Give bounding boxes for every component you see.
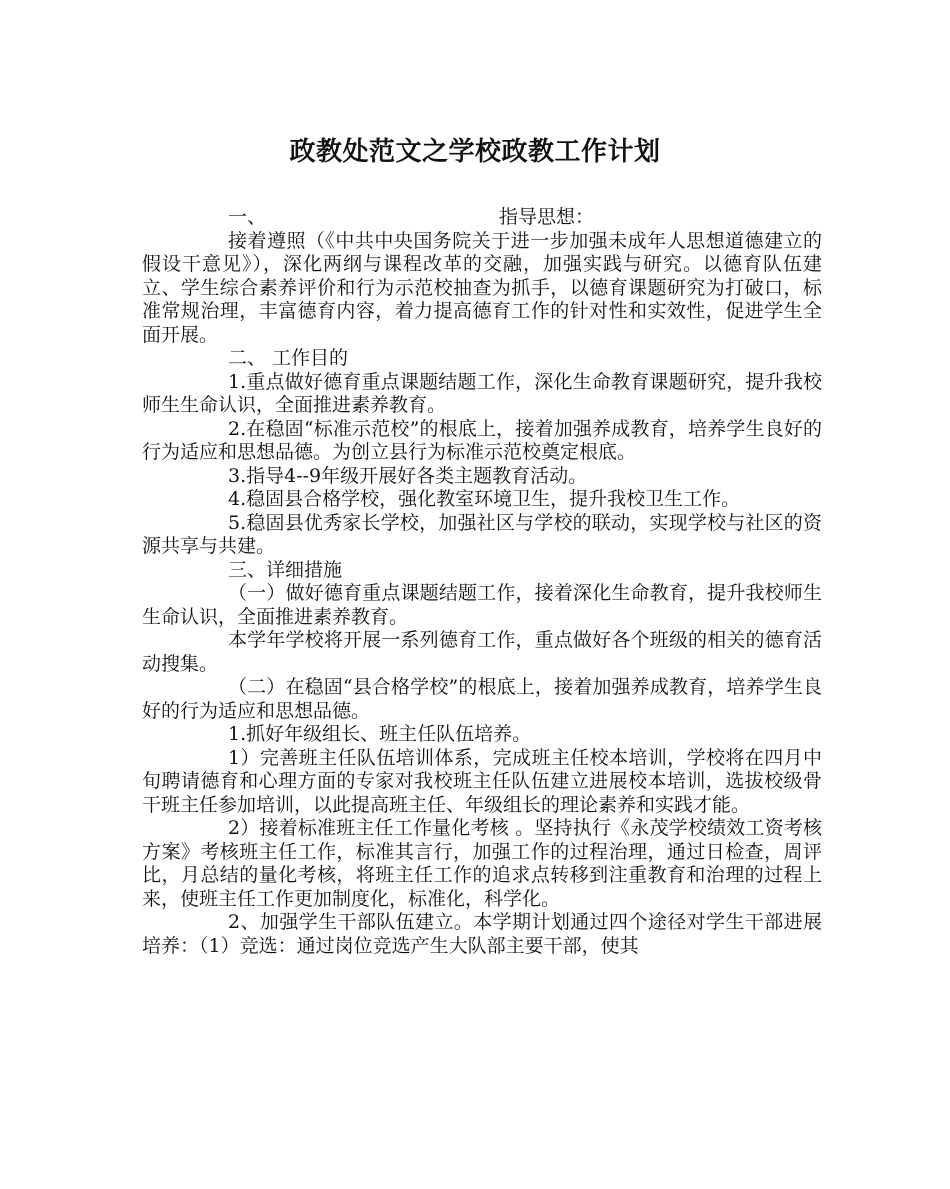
section-heading-3: 三、详细措施 — [228, 558, 343, 581]
paragraph: 2.在稳固“标准示范校”的根底上，接着加强养成教育，培养学生良好的行为适应和思想品德。为创立县行为标准示范校奠定根底。 — [142, 417, 822, 463]
paragraph: 2、加强学生干部队伍建立。本学期计划通过四个途径对学生干部进展培养：（1）竞选：通过岗位竞选产生大队部主要干部，使其 — [142, 911, 822, 957]
document-body — [142, 206, 822, 958]
document-title: 政教处范文之学校政教工作计划 — [289, 137, 661, 167]
paragraph: 4.稳固县合格学校，强化教室环境卫生，提升我校卫生工作。 — [228, 488, 741, 510]
paragraph: 3.指导4--9年级开展好各类主题教育活动。 — [228, 464, 588, 487]
section-heading-text: 指导思想： — [499, 206, 595, 228]
paragraph: （二）在稳固“县合格学校”的根底上，接着加强养成教育，培养学生良好的行为适应和思想品德。 — [142, 676, 822, 722]
section-heading-2: 二、 工作目的 — [228, 347, 349, 369]
paragraph: 2）接着标准班主任工作量化考核 。坚持执行《永茂学校绩效工资考核方案》考核班主任工作，标准其言行，加强工作的过程治理，通过日检查，周评比，月总结的量化考核，将班主任工作的追求点转移到注重教育和治理的过程上来，使班主任工作更加制度化，标准化，科学化。 — [142, 817, 822, 910]
paragraph: 接着遵照（《中共中央国务院关于进一步加强未成年人思想道德建立的假设干意见》），深化两纲与课程改革的交融，加强实践与研究。以德育队伍建立、学生综合素养评价和行为示范校抽查为抓手，以德育课题研究为打破口，标准常规治理，丰富德育内容，着力提高德育工作的针对性和实效性，促进学生全面开展。 — [142, 229, 822, 346]
paragraph: 1.抓好年级组长、班主任队伍培养。 — [228, 723, 532, 745]
section-heading-1 — [142, 206, 822, 230]
paragraph: 5.稳固县优秀家长学校，加强社区与学校的联动，实现学校与社区的资源共享与共建。 — [142, 511, 822, 557]
paragraph: （一）做好德育重点课题结题工作，接着深化生命教育，提升我校师生生命认识，全面推进素养教育。 — [142, 582, 822, 628]
paragraph: 1.重点做好德育重点课题结题工作，深化生命教育课题研究，提升我校师生生命认识，全面推进素养教育。 — [142, 370, 822, 416]
paragraph: 本学年学校将开展一系列德育工作，重点做好各个班级的相关的德育活动搜集。 — [142, 629, 822, 675]
paragraph: 1）完善班主任队伍培训体系，完成班主任校本培训，学校将在四月中旬聘请德育和心理方面的专家对我校班主任队伍建立进展校本培训，选拔校级骨干班主任参加培训，以此提高班主任、年级组长的理论素养和实践才能。 — [142, 746, 822, 816]
section-number: 一、 — [228, 206, 267, 228]
